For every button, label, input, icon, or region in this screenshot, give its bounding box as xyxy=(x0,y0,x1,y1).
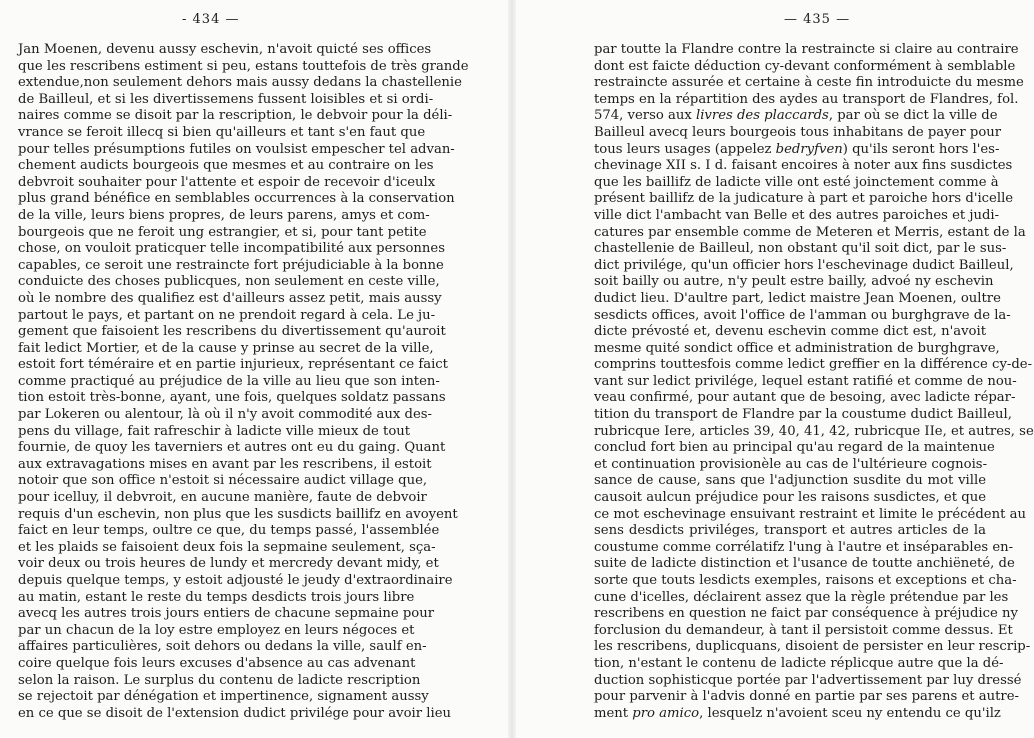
text-line: par un chacun de la loy estre employez en leurs négoces et xyxy=(18,622,415,638)
text-line: vrance se feroit illecq si bien qu'ailleurs et tant s'en faut que xyxy=(18,124,426,140)
text-line: comprins touttesfois comme ledict greffier en la différence cy-de- xyxy=(594,357,1033,373)
text-line: de la ville, leurs biens propres, de leurs parens, amys et com- xyxy=(18,207,430,223)
text-line: pour telles présumptions futiles on voulsist empescher tel advan- xyxy=(18,141,455,157)
text-line: restraincte assurée et certaine à ceste fin introduicte du mesme xyxy=(594,75,1024,91)
text-line: ville dict l'ambacht van Belle et des autres paroiches et judi- xyxy=(594,207,1000,223)
text-line: les rescribens, duplicquans, disoient de persister en leur rescrip- xyxy=(594,639,1031,655)
text-line: pour parvenir à l'advis donné en partie par ses parens et autre- xyxy=(594,689,1019,705)
text-line: sorte que touts lesdicts exemples, raisons et exceptions et cha- xyxy=(594,573,1017,588)
left-page xyxy=(0,0,512,738)
text-line: tition du transport de Flandre par la coustume dudict Bailleul, xyxy=(594,407,1012,423)
page-number: — 435 — xyxy=(784,12,851,27)
text-line: tion estoit très-bonne, ayant, une fois, quelques soldatz passans xyxy=(18,390,446,406)
text-line: temps en la répartition des aydes au transport de Flandres, fol. xyxy=(594,91,1019,107)
text-line: sesdicts offices, avoit l'office de l'amman ou burghgrave de la- xyxy=(594,307,1011,323)
text-line: ment pro amico, lesquelz n'avoient sceu ny entendu ce qu'ilz xyxy=(594,705,1001,721)
text-line: faict en leur temps, oultre ce que, du temps passé, l'assemblée xyxy=(18,523,440,539)
text-line: partout le pays, et partant on ne prendoit regard à cela. Le ju- xyxy=(18,307,436,323)
text-line: 574, verso aux livres des placcards, par où se dict la ville de xyxy=(594,108,998,124)
text-line: estoit fort téméraire et en partie injurieux, représentant ce faict xyxy=(18,357,448,373)
text-line: sens desdicts priviléges, transport et autres articles de la xyxy=(594,523,986,539)
text-line: soit bailly ou autre, n'y peult estre bailly, advoé ny eschevin xyxy=(594,274,994,290)
text-line: gement que faisoient les rescribens du divertissement qu'auroit xyxy=(18,324,446,340)
text-line: dont est faicte déduction cy-devant conformément à semblable xyxy=(594,58,1016,74)
text-line: par Lokeren ou alentour, là où il n'y avoit commodité aux des- xyxy=(18,407,432,423)
text-line: où le nombre des qualifiez est d'ailleurs assez petit, mais aussy xyxy=(18,290,442,306)
text-line: vant sur ledict privilége, lequel estant ratifié et comme de nou- xyxy=(594,373,1017,389)
text-line: depuis quelque temps, y estoit adjousté le jeudy d'extraordinaire xyxy=(18,573,453,588)
text-line: voir deux ou trois heures de lundy et mercredy devant midy, et xyxy=(18,556,439,572)
text-line: coustume comme corrélatifz l'ung à l'autre et inséparables en- xyxy=(594,539,1014,555)
text-line: cune d'icelles, déclairent assez que la règle prétendue par les xyxy=(594,589,1009,605)
text-line: chose, on vouloit praticquer telle incompatibilité aux personnes xyxy=(18,241,445,257)
right-page xyxy=(512,0,1034,738)
text-line: par toutte la Flandre contre la restraincte si claire au contraire xyxy=(594,42,1019,57)
text-line: notoir que son office n'estoit si nécessaire audict village que, xyxy=(18,473,428,489)
text-line: selon la raison. Le surplus du contenu de ladicte rescription xyxy=(18,672,421,688)
text-line: coire quelque fois leurs excuses d'absence au cas advenant xyxy=(18,655,416,671)
text-line: pour icelluy, il debvroit, en aucune manière, faute de debvoir xyxy=(18,490,427,506)
text-line: en ce que se disoit de l'extension dudict privilége pour avoir lieu xyxy=(18,705,452,721)
text-line: que les baillifz de ladicte ville ont esté joinctement comme à xyxy=(594,174,999,190)
text-line: debvroit souhaiter pour l'attente et espoir de recevoir d'iceulx xyxy=(18,174,436,190)
text-line: conclud fort bien au principal qu'au regard de la maintenue xyxy=(594,440,995,456)
text-line: extendue,non seulement dehors mais aussy dedans la chastellenie xyxy=(18,75,462,91)
text-line: dicte prévosté et, devenu eschevin comme dict est, n'avoit xyxy=(594,324,986,340)
text-line: affaires particulières, soit dehors ou dedans la ville, saulf en- xyxy=(18,639,427,655)
text-line: conduicte des choses publicques, non seulement en ceste ville, xyxy=(18,274,440,290)
text-line: fournie, de quoy les taverniers et autres ont eu du gaing. Quant xyxy=(18,440,446,456)
text-line: sance de cause, sans que l'adjunction susdite du mot ville xyxy=(594,473,986,489)
text-line: comme practiqué au préjudice de la ville au lieu que son inten- xyxy=(18,373,440,389)
text-line: et les plaids se faisoient deux fois la sepmaine seulement, sça- xyxy=(18,539,436,555)
text-line: capables, ce seroit une restraincte fort préjudiciable à la bonne xyxy=(18,257,444,273)
text-line: mesme quité sondict office et administration de burghgrave, xyxy=(594,340,1000,356)
text-line: Bailleul avecq leurs bourgeois tous inhabitans de payer pour xyxy=(594,124,1002,140)
text-line: tion, n'estant le contenu de ladicte réplicque autre que la dé- xyxy=(594,655,1004,671)
text-line: rescribens en question ne faict par conséquence à préjudice ny xyxy=(594,606,1018,622)
text-line: et continuation provisionèle au cas de l'ultérieure cognois- xyxy=(594,456,988,472)
text-line: dict privilége, qu'un officier hors l'eschevinage dudict Bailleul, xyxy=(594,257,1014,273)
text-line: causoit aulcun préjudice pour les raisons susdictes, et que xyxy=(594,490,986,506)
text-line: tous leurs usages (appelez bedryfven) qu'ils seront hors l'es- xyxy=(594,141,1000,157)
page-text xyxy=(594,42,1034,722)
text-line: avecq les autres trois jours entiers de chacune sepmaine pour xyxy=(18,606,435,622)
text-line: que les rescribens estiment si peu, estans touttefois de très grande xyxy=(18,58,469,74)
text-line: requis d'un eschevin, non plus que les susdicts baillifz en avoyent xyxy=(18,506,458,522)
text-line: présent baillifz de la judicature à part et paroiche hors d'icelle xyxy=(594,191,1014,207)
text-line: forclusion du demandeur, à tant il persistoit comme dessus. Et xyxy=(594,622,1013,638)
text-line: Jan Moenen, devenu aussy eschevin, n'avoit quicté ses offices xyxy=(18,42,432,57)
text-line: fait ledict Mortier, et de la cause y prinse au secret de la ville, xyxy=(18,340,434,356)
text-line: ce mot eschevinage ensuivant restraint et limite le précédent au xyxy=(594,506,1026,522)
text-line: chevinage XII s. I d. faisant encoires à noter aux fins susdictes xyxy=(594,158,1013,174)
text-line: rubricque Iere, articles 39, 40, 41, 42, rubricque IIe, et autres, se xyxy=(594,423,1034,439)
text-line: dudict lieu. D'aultre part, ledict maistre Jean Moenen, oultre xyxy=(594,290,1001,306)
text-line: veau confirmé, pour autant que de besoing, avec ladicte répar- xyxy=(594,390,1016,406)
text-line: duction sophisticque portée par l'advertissement par luy dressé xyxy=(594,672,1022,688)
text-line: plus grand bénéfice en semblables occurrences à la conservation xyxy=(18,191,455,207)
text-line: aux extravagations mises en avant par les rescribens, il estoit xyxy=(18,456,432,472)
text-line: pens du village, fait rafreschir à ladicte ville mieux de tout xyxy=(18,423,411,439)
text-line: chastellenie de Bailleul, non obstant qu'il soit dict, par le sus- xyxy=(594,241,1007,257)
page-number: - 434 — xyxy=(182,12,240,27)
text-line: chement audicts bourgeois que mesmes et au contraire on les xyxy=(18,158,434,174)
text-line: au matin, estant le reste du temps desdicts trois jours libre xyxy=(18,589,415,605)
text-line: catures par ensemble comme de Meteren et Merris, estant de la xyxy=(594,224,1026,240)
text-line: bourgeois que ne feroit ung estrangier, et si, pour tant petite xyxy=(18,224,427,240)
page-text xyxy=(18,42,469,722)
text-line: naires comme se disoit par la rescription, le debvoir pour la déli- xyxy=(18,108,453,124)
text-line: de Bailleul, et si les divertissemens fussent loisibles et si ordi- xyxy=(18,91,434,107)
text-line: se rejectoit par dénégation et impertinence, signament aussy xyxy=(18,689,429,705)
text-line: suite de ladicte distinction et l'usance de toutte anchiëneté, de xyxy=(594,556,1015,572)
